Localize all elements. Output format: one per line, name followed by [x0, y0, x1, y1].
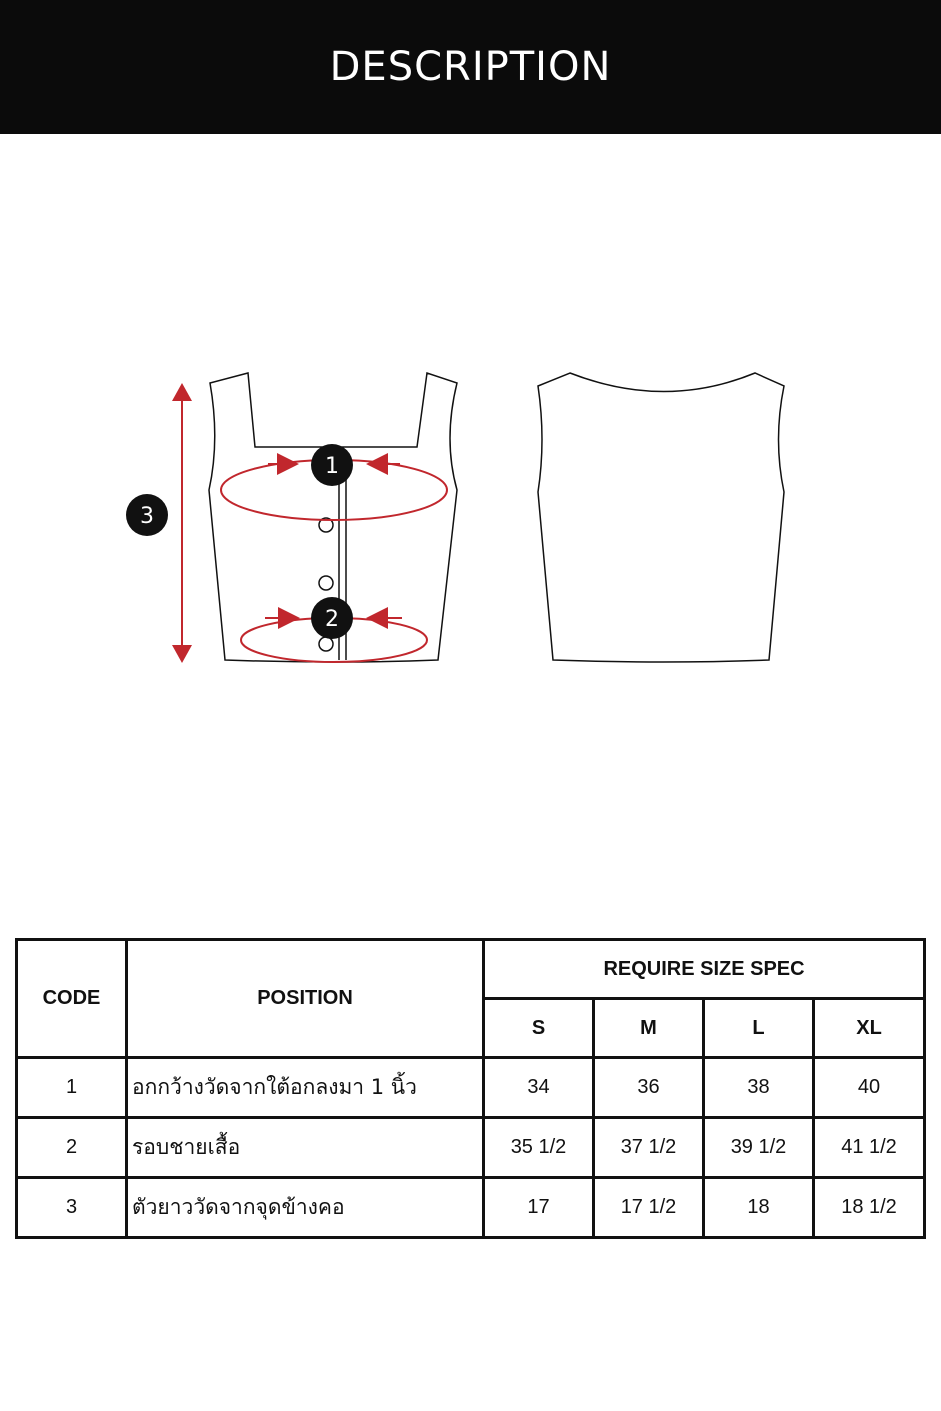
header-code: CODE — [17, 940, 127, 1058]
row-value-m: 17 1/2 — [594, 1178, 704, 1238]
row-position: ตัวยาววัดจากจุดข้างคอ — [127, 1178, 484, 1238]
row-value-s: 34 — [484, 1058, 594, 1118]
garment-diagram — [0, 134, 941, 894]
page-title: DESCRIPTION — [329, 44, 612, 90]
table-row — [17, 1178, 925, 1238]
length-arrow — [172, 383, 192, 663]
svg-text:3: 3 — [140, 504, 154, 529]
header-position: POSITION — [127, 940, 484, 1058]
header-spec: REQUIRE SIZE SPEC — [484, 940, 925, 999]
back-garment — [538, 373, 784, 662]
size-spec-table — [15, 938, 926, 1239]
row-value-xl: 40 — [814, 1058, 925, 1118]
row-value-xl: 18 1/2 — [814, 1178, 925, 1238]
header-size-m: M — [594, 999, 704, 1058]
row-code: 1 — [17, 1058, 127, 1118]
row-value-m: 36 — [594, 1058, 704, 1118]
header-size-xl: XL — [814, 999, 925, 1058]
table-row — [17, 1118, 925, 1178]
header-size-s: S — [484, 999, 594, 1058]
row-value-l: 18 — [704, 1178, 814, 1238]
row-value-xl: 41 1/2 — [814, 1118, 925, 1178]
svg-text:1: 1 — [325, 454, 339, 479]
marker-2 — [311, 597, 353, 639]
table-row — [17, 1058, 925, 1118]
marker-3 — [126, 494, 168, 536]
row-position: รอบชายเสื้อ — [127, 1118, 484, 1178]
row-position: อกกว้างวัดจากใต้อกลงมา 1 นิ้ว — [127, 1058, 484, 1118]
row-value-s: 35 1/2 — [484, 1118, 594, 1178]
row-code: 2 — [17, 1118, 127, 1178]
row-value-s: 17 — [484, 1178, 594, 1238]
header-size-l: L — [704, 999, 814, 1058]
marker-1 — [311, 444, 353, 486]
row-value-l: 38 — [704, 1058, 814, 1118]
header-bar — [0, 0, 941, 134]
svg-text:2: 2 — [325, 607, 339, 632]
row-code: 3 — [17, 1178, 127, 1238]
row-value-m: 37 1/2 — [594, 1118, 704, 1178]
row-value-l: 39 1/2 — [704, 1118, 814, 1178]
